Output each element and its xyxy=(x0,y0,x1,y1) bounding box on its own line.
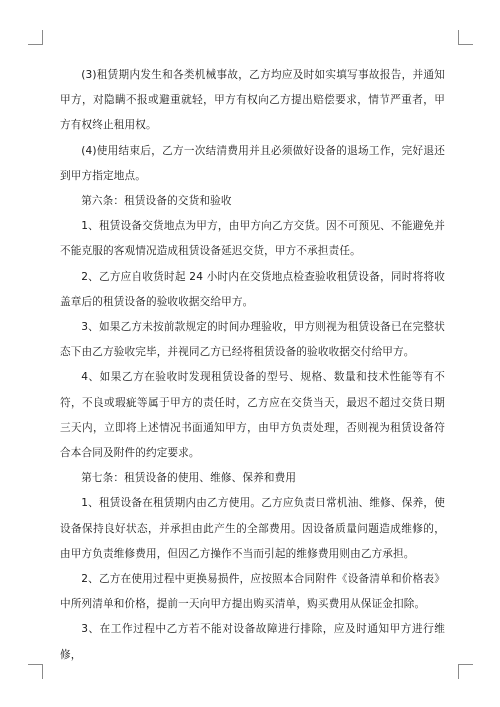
clause-paragraph: 1、租赁设备在租赁期内由乙方使用。乙方应负责日常机油、维修、保养，使设备保持良好状态，并承担由此产生的全部费用。因设备质量问题造成维修的，由甲方负责维修费用，但因乙方操作不当而引起的维修费用则由乙方承担。 xyxy=(60,497,445,560)
clause-paragraph: 3、如果乙方未按前款规定的时间办理验收，甲方则视为租赁设备已在完整状态下由乙方验收完毕，并视同乙方已经将租赁设备的验收收据交付给甲方。 xyxy=(60,321,445,359)
clause-paragraph: 2、乙方在使用过程中更换易损件，应按照本合同附件《设备清单和价格表》中所列清单和价格，提前一天向甲方提出购买清单，购买费用从保证金扣除。 xyxy=(60,573,445,611)
crop-mark-bottom-left xyxy=(28,664,43,679)
crop-mark-top-right xyxy=(458,30,473,45)
clause-paragraph: (3)租赁期内发生和各类机械事故，乙方均应及时如实填写事故报告，并通知甲方，对隐瞒不报或避重就轻，甲方有权向乙方提出赔偿要求，情节严重者，甲方有权终止租用权。 xyxy=(60,69,445,132)
clause-paragraph: 3、在工作过程中乙方若不能对设备故障进行排除，应及时通知甲方进行维修， xyxy=(60,623,445,661)
crop-mark-top-left xyxy=(28,30,43,45)
article-heading: 第六条：租赁设备的交货和验收 xyxy=(81,195,232,208)
document-body xyxy=(60,63,445,668)
clause-paragraph: 4、如果乙方在验收时发现租赁设备的型号、规格、数量和技术性能等有不符，不良或瑕疵等属于甲方的责任时，乙方应在交货当天，最迟不超过交货日期三天内，立即将上述情况书面通知甲方，由甲方负责处理，否则视为租赁设备符合本合同及附件的约定要求。 xyxy=(60,371,445,460)
crop-mark-bottom-right xyxy=(458,664,473,679)
clause-paragraph: 2、乙方应自收货时起 24 小时内在交货地点检查验收租赁设备，同时将将收盖章后的租赁设备的验收收据交给甲方。 xyxy=(60,270,445,308)
article-heading: 第七条：租赁设备的使用、维修、保养和费用 xyxy=(81,472,297,485)
clause-paragraph: 1、租赁设备交货地点为甲方，由甲方向乙方交货。因不可预见、不能避免并不能克服的客观情况造成租赁设备延迟交货，甲方不承担责任。 xyxy=(60,220,445,258)
clause-paragraph: (4)使用结束后，乙方一次结清费用并且必须做好设备的退场工作，完好退还到甲方指定地点。 xyxy=(60,144,445,182)
